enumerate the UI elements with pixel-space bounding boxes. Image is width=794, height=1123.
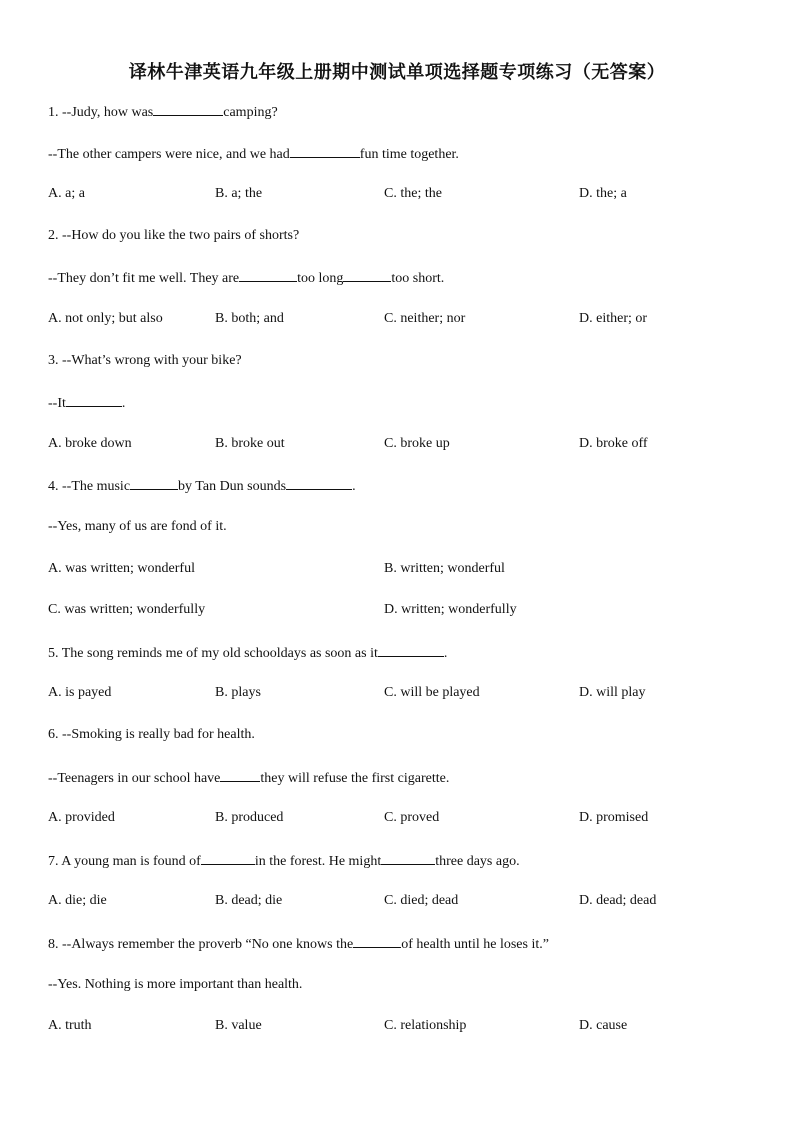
question-6-option: C. proved <box>384 810 440 826</box>
question-1-line-1 <box>48 102 278 122</box>
question-text: 4. --The music <box>48 479 131 495</box>
answer-blank <box>239 268 297 282</box>
question-4-option: A. was written; wonderful <box>48 560 195 576</box>
question-4-option: D. written; wonderfully <box>384 602 517 618</box>
question-7-option: D. dead; dead <box>579 893 657 909</box>
question-2-option: C. neither; nor <box>384 311 466 326</box>
question-text: 8. --Always remember the proverb “No one knows the <box>48 937 354 952</box>
question-2-line-2 <box>48 268 444 288</box>
answer-blank <box>66 393 122 407</box>
question-3-line-1 <box>48 352 242 370</box>
question-3-option: A. broke down <box>48 435 132 451</box>
question-text: --Yes, many of us are fond of it. <box>48 519 227 534</box>
answer-blank <box>378 643 444 657</box>
question-8-option: B. value <box>215 1018 262 1034</box>
answer-blank <box>220 768 260 782</box>
question-text: 3. --What’s wrong with your bike? <box>48 352 242 368</box>
question-1-option: C. the; the <box>384 186 442 202</box>
question-5-option: B. plays <box>215 685 261 701</box>
question-6-option: D. promised <box>579 810 649 826</box>
question-text: . <box>121 396 126 412</box>
question-1-option: B. a; the <box>215 186 263 202</box>
question-text: 1. --Judy, how was <box>48 105 154 120</box>
answer-blank <box>381 851 435 865</box>
question-4-option: B. written; wonderful <box>384 560 505 576</box>
answer-blank <box>130 476 178 490</box>
answer-blank <box>201 851 255 865</box>
question-text: three days ago. <box>435 853 520 869</box>
question-4-line-1 <box>48 476 356 496</box>
question-text: . <box>443 645 448 661</box>
question-5-line-1 <box>48 643 447 663</box>
answer-blank <box>290 144 360 158</box>
question-text: 6. --Smoking is really bad for health. <box>48 727 255 742</box>
question-text: of health until he loses it.” <box>401 937 549 952</box>
question-8-line-1 <box>48 934 549 954</box>
answer-blank <box>286 476 352 490</box>
question-text: --The other campers were nice, and we had <box>48 146 290 162</box>
question-text: 7. A young man is found of <box>48 853 201 869</box>
question-text: . <box>352 479 356 495</box>
question-text: by Tan Dun sounds <box>178 479 287 495</box>
question-1-line-2 <box>48 144 459 164</box>
question-4-option: C. was written; wonderfully <box>48 602 206 618</box>
question-3-option: D. broke off <box>579 435 648 451</box>
question-text: --Teenagers in our school have <box>48 770 221 786</box>
question-6-line-2 <box>48 768 449 788</box>
question-8-option: D. cause <box>579 1018 628 1034</box>
answer-blank <box>153 102 223 116</box>
answer-blank <box>343 268 391 282</box>
question-text: too short. <box>391 271 445 287</box>
question-2-option: B. both; and <box>215 311 284 326</box>
question-2-line-1 <box>48 227 299 245</box>
question-1-option: D. the; a <box>579 186 627 202</box>
question-6-option: A. provided <box>48 810 115 826</box>
question-text: camping? <box>223 105 278 120</box>
question-7-option: B. dead; die <box>215 893 283 909</box>
question-5-option: D. will play <box>579 685 646 701</box>
question-2-option: D. either; or <box>579 311 648 326</box>
page-title: 译林牛津英语九年级上册期中测试单项选择题专项练习（无答案） <box>128 62 666 83</box>
question-3-option: B. broke out <box>215 435 285 451</box>
question-text: too long <box>297 271 344 287</box>
question-6-line-1 <box>48 726 255 744</box>
question-6-option: B. produced <box>215 810 284 826</box>
question-4-line-2 <box>48 518 227 536</box>
question-text: in the forest. He might <box>254 853 382 869</box>
question-3-line-2 <box>48 393 125 413</box>
question-text: fun time together. <box>359 146 459 162</box>
question-5-option: C. will be played <box>384 685 480 701</box>
question-3-option: C. broke up <box>384 435 450 451</box>
question-text: --Yes. Nothing is more important than health. <box>48 976 303 992</box>
answer-blank <box>353 934 401 948</box>
question-7-option: C. died; dead <box>384 893 459 909</box>
question-8-option: A. truth <box>48 1018 92 1034</box>
question-1-option: A. a; a <box>48 186 85 202</box>
question-2-option: A. not only; but also <box>48 311 163 326</box>
question-text: 5. The song reminds me of my old schooldays as soon as it <box>48 645 378 661</box>
question-7-line-1 <box>48 851 520 871</box>
question-text: they will refuse the first cigarette. <box>260 770 450 786</box>
question-7-option: A. die; die <box>48 893 107 909</box>
question-5-option: A. is payed <box>48 685 112 701</box>
question-text: --They don’t fit me well. They are <box>48 271 240 287</box>
question-8-line-2 <box>48 976 302 994</box>
question-8-option: C. relationship <box>384 1018 467 1034</box>
question-text: --It <box>48 396 66 412</box>
question-text: 2. --How do you like the two pairs of shorts? <box>48 227 300 243</box>
